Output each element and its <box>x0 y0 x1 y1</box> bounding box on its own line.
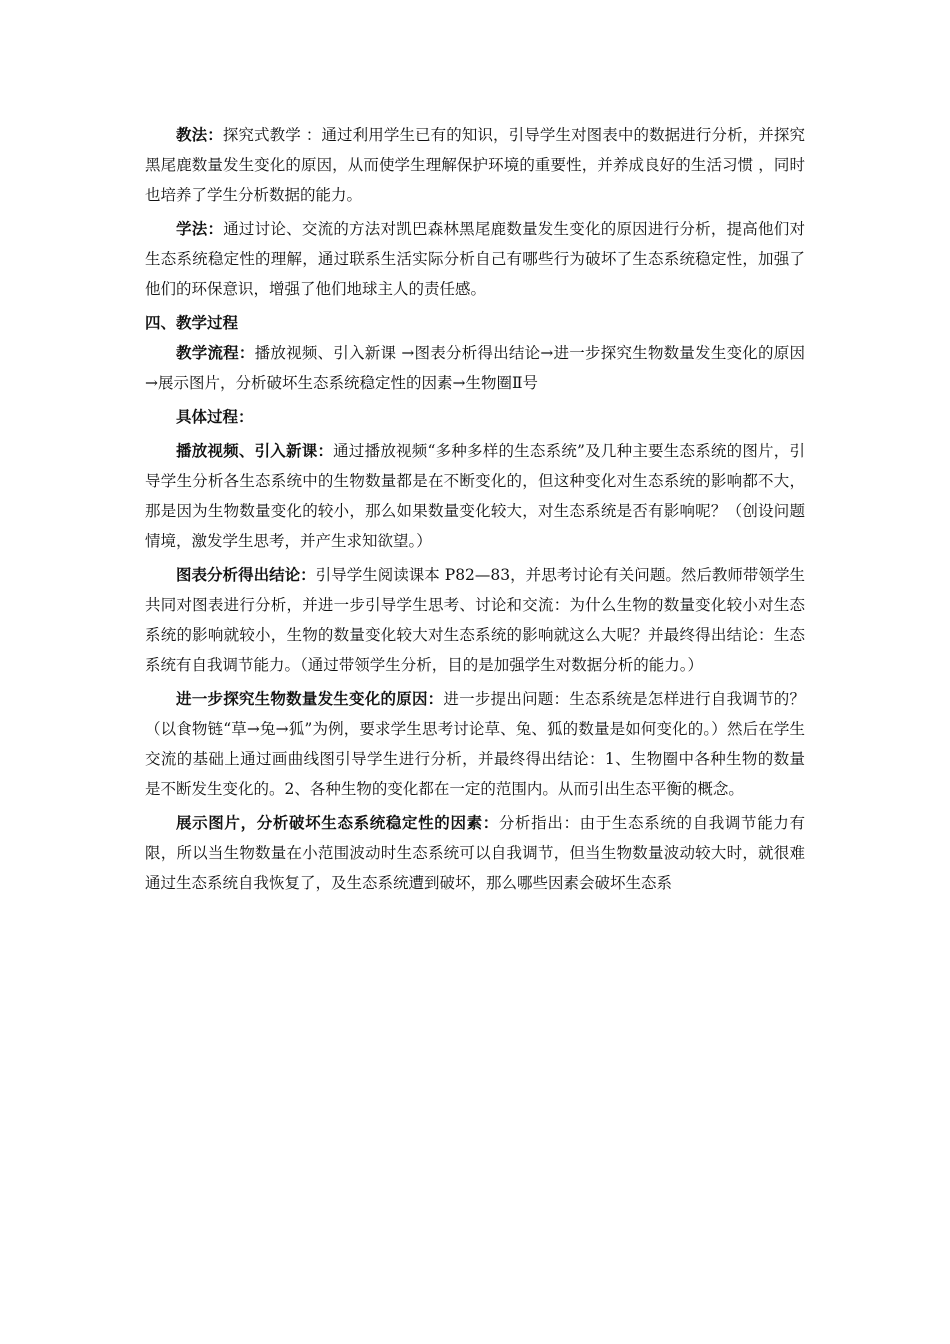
chart-analysis-paragraph <box>145 560 805 680</box>
learning-method-text: 通过讨论、交流的方法对凯巴森林黑尾鹿数量发生变化的原因进行分析，提高他们对生态系统稳定性的理解，通过联系生活实际分析自己有哪些行为破坏了生态系统稳定性，加强了他们的环保意识，增强了他们地球主人的责任感。 <box>145 220 805 298</box>
learning-method-paragraph <box>145 214 805 304</box>
video-intro-paragraph <box>145 436 805 556</box>
video-intro-text: 通过播放视频“多种多样的生态系统”及几种主要生态系统的图片，引导学生分析各生态系统中的生物数量都是在不断变化的，但这种变化对生态系统的影响都不大，那是因为生物数量变化的较小，那么如果数量变化较大，对生态系统是否有影响呢？（创设问题情境，激发学生思考，并产生求知欲望。） <box>145 442 805 550</box>
teaching-flow-paragraph <box>145 338 805 398</box>
teaching-flow-text: 播放视频、引入新课 →图表分析得出结论→进一步探究生物数量发生变化的原因→展示图片，分析破坏生态系统稳定性的因素→生物圈Ⅱ号 <box>145 344 805 392</box>
learning-method-label: 学法： <box>176 219 224 238</box>
show-pictures-paragraph <box>145 808 805 898</box>
video-intro-label: 播放视频、引入新课： <box>176 441 334 460</box>
chart-analysis-text: 引导学生阅读课本 P82—83，并思考讨论有关问题。然后教师带领学生共同对图表进行分析，并进一步引导学生思考、讨论和交流：为什么生物的数量变化较小对生态系统的影响就较小，生物的数量变化较大对生态系统的影响就这么大呢？并最终得出结论：生态系统有自我调节能力。（通过带领学生分析，目的是加强学生对数据分析的能力。） <box>145 566 805 674</box>
chart-analysis-label: 图表分析得出结论： <box>176 565 316 584</box>
section-heading: 四、教学过程 <box>145 313 239 332</box>
further-inquiry-paragraph <box>145 684 805 804</box>
teaching-method-label: 教法： <box>176 125 223 144</box>
show-pictures-label: 展示图片，分析破坏生态系统稳定性的因素： <box>176 813 499 832</box>
further-inquiry-label: 进一步探究生物数量发生变化的原因： <box>176 689 444 708</box>
specific-process-paragraph <box>145 402 805 432</box>
document-page <box>145 120 805 898</box>
specific-process-label: 具体过程： <box>176 407 254 426</box>
teaching-method-text: 探究式教学 ：通过利用学生已有的知识，引导学生对图表中的数据进行分析，并探究黑尾鹿数量发生变化的原因，从而使学生理解保护环境的重要性，并养成良好的生活习惯 ，同时也培养了学生分析数据的能力。 <box>145 126 805 204</box>
further-inquiry-text: 进一步提出问题：生态系统是怎样进行自我调节的？（以食物链“草→兔→狐”为例，要求学生思考讨论草、兔、狐的数量是如何变化的。）然后在学生交流的基础上通过画曲线图引导学生进行分析，并最终得出结论：1、生物圈中各种生物的数量是不断发生变化的。2、各种生物的变化都在一定的范围内。从而引出生态平衡的概念。 <box>145 690 805 798</box>
show-pictures-text: 分析指出：由于生态系统的自我调节能力有限，所以当生物数量在小范围波动时生态系统可以自我调节，但当生物数量波动较大时，就很难通过生态系统自我恢复了，及生态系统遭到破坏，那么哪些因素会破坏生态系 <box>145 814 805 892</box>
teaching-method-paragraph <box>145 120 805 210</box>
teaching-flow-label: 教学流程： <box>176 343 255 362</box>
